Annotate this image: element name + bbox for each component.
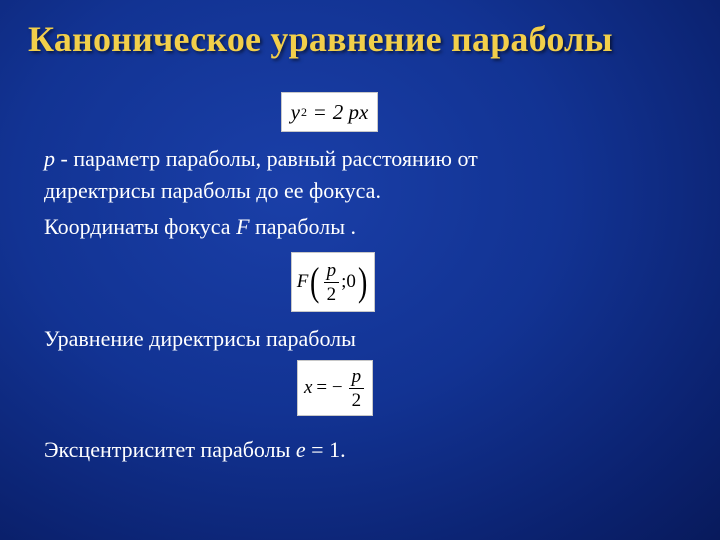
- slide-title: Каноническое уравнение параболы: [28, 19, 613, 59]
- directrix-formula: [297, 360, 373, 416]
- parameter-definition-line-1: [44, 146, 478, 172]
- directrix-line: Уравнение директрисы параболы: [44, 326, 356, 351]
- formula2-tail: ;0: [341, 271, 356, 292]
- formula3-fraction: [349, 367, 365, 410]
- parameter-definition-text: - параметр параболы, равный расстоянию от: [55, 146, 478, 171]
- formula1-exponent: 2: [300, 104, 307, 119]
- focus-coordinates-line: [44, 214, 356, 240]
- eccentricity-text-pre: Эксцентриситет параболы: [44, 437, 296, 462]
- eccentricity-line: [44, 437, 346, 463]
- formula1-rhs: 2 px: [332, 99, 369, 124]
- formula3-equals: = −: [316, 377, 343, 398]
- formula3-numerator: p: [349, 367, 365, 389]
- eccentricity-text-post: = 1.: [305, 437, 346, 462]
- focus-F-symbol: F: [236, 214, 250, 239]
- formula2-fraction: [324, 261, 340, 304]
- focus-text-post: параболы .: [249, 214, 356, 239]
- formula3-lhs: x: [303, 377, 313, 398]
- focus-formula: [291, 252, 375, 312]
- formula1-lhs-var: y: [290, 99, 300, 124]
- formula2-open-paren: (: [310, 259, 320, 304]
- eccentricity-e-symbol: e: [295, 437, 306, 462]
- formula3-denominator: 2: [351, 389, 362, 411]
- formula2-name: F: [296, 271, 309, 292]
- formula2-numerator: p: [324, 261, 340, 283]
- parameter-p-symbol: p: [44, 146, 55, 171]
- formula1-equals: =: [313, 99, 326, 124]
- parameter-definition-line-2: директрисы параболы до ее фокуса.: [44, 178, 381, 203]
- formula2-close-paren: ): [357, 259, 368, 304]
- focus-text-pre: Координаты фокуса: [44, 214, 237, 239]
- canonical-equation-formula: [281, 92, 378, 132]
- formula2-denominator: 2: [326, 283, 337, 305]
